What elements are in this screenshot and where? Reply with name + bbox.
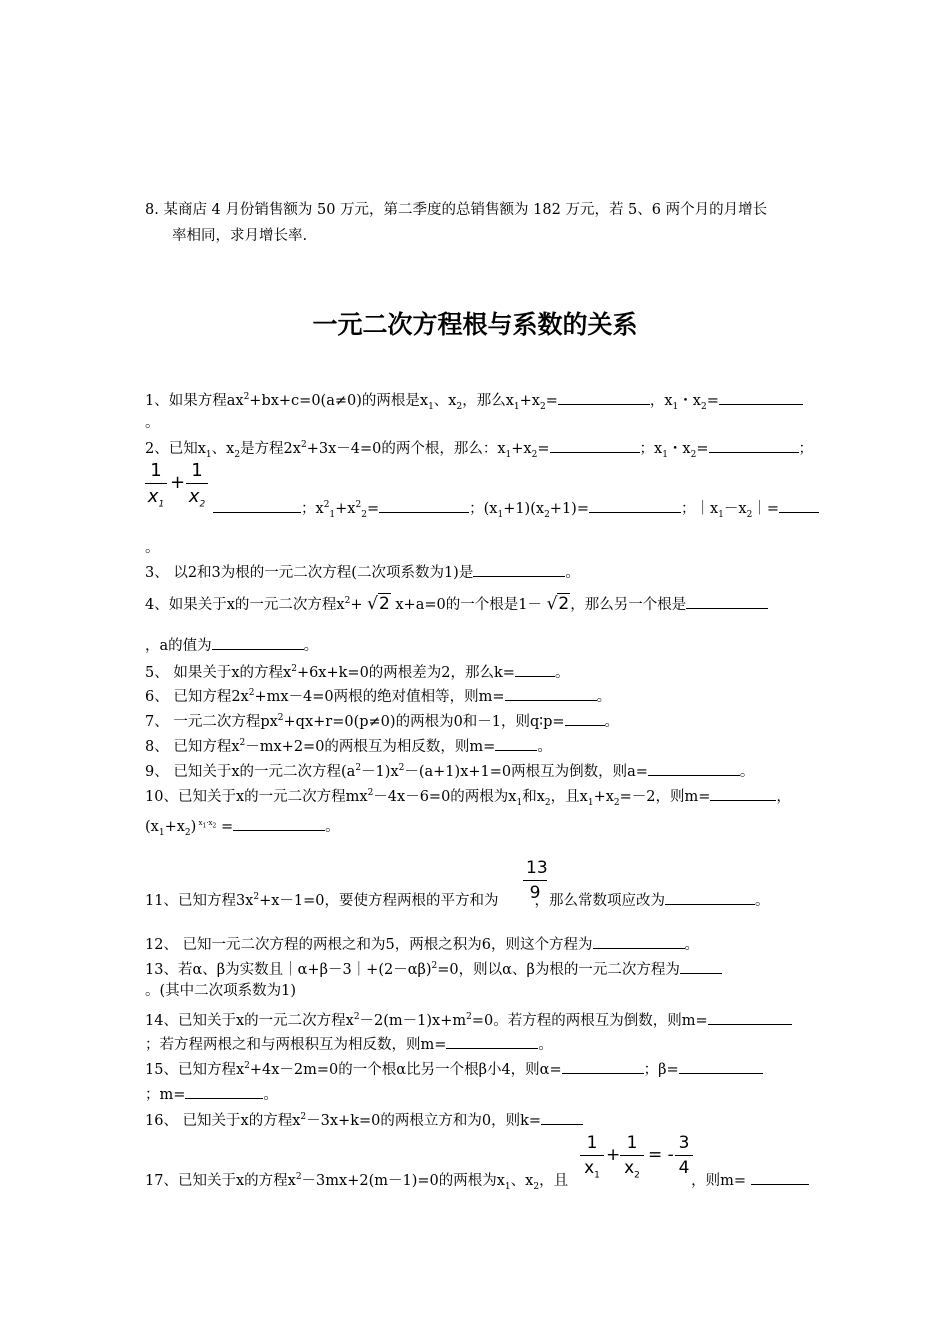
fraction: 1 $x_2$ xyxy=(620,1133,644,1178)
blank[interactable] xyxy=(505,686,597,701)
problem-3: 3、 以2和3为根的一元二次方程(二次项系数为1)是 。 xyxy=(145,562,580,582)
plus-sign: + xyxy=(170,472,186,493)
blank[interactable] xyxy=(751,1170,809,1185)
problem-13: 13、若α、β为实数且$|\alpha+\beta-3|+(2-\alpha\beta)^2=0$，则以α、β为根的一元二次方程为 xyxy=(145,959,722,979)
blank[interactable] xyxy=(379,498,469,513)
blank[interactable] xyxy=(565,711,605,726)
problem-10: 10、已知关于x的一元二次方程$mx^2-4x-6=0$的两根为$x_1$和$x_2$，且$x_1+x_2=-2$，则m= ， xyxy=(145,786,791,806)
blank[interactable] xyxy=(185,1084,263,1099)
problem-11: 11、已知方程$3x^2+x-1=0$，要使方程两根的平方和为 ，那么常数项应改为 。 xyxy=(145,890,770,910)
blank[interactable] xyxy=(558,390,650,405)
problem-7: 7、 一元二次方程$px^2+qx+r=0(p\ne 0)$的两根为0和－1，则q∶p= 。 xyxy=(145,711,619,731)
section-title: 一元二次方程根与系数的关系 xyxy=(312,310,638,339)
blank[interactable] xyxy=(541,1110,583,1125)
blank[interactable] xyxy=(446,1034,538,1049)
fraction: 1 $x_1$ xyxy=(580,1133,604,1178)
blank[interactable] xyxy=(589,498,681,513)
blank[interactable] xyxy=(680,959,722,974)
blank[interactable] xyxy=(709,438,799,453)
fraction: 1 $x_2$ xyxy=(186,460,208,507)
blank[interactable] xyxy=(665,890,755,905)
problem-13-line2: 。(其中二次项系数为1) xyxy=(145,983,297,999)
sqrt-symbol: √2 xyxy=(367,594,390,614)
blank[interactable] xyxy=(212,635,304,650)
problem-8-line1: 8. 某商店 4 月份销售额为 50 万元，第二季度的总销售额为 182 万元，若 5、6 两个月的月增长 xyxy=(145,202,768,218)
blank[interactable] xyxy=(473,562,565,577)
problem-17: 17、已知关于x的方程$x^2-3mx+2(m-1)=0$的两根为$x_1$、$x_2$，且 ，则m= xyxy=(145,1170,809,1190)
problem-1-line2: 。 xyxy=(145,415,160,431)
blank[interactable] xyxy=(708,1010,792,1025)
problem-5: 5、 如果关于x的方程$x^2+6x+k=0$的两根差为2，那么k= 。 xyxy=(145,662,569,682)
blank[interactable] xyxy=(648,761,740,776)
problem-15: 15、已知方程$x^2+4x-2m=0$的一个根α比另一个根β小4，则α= ；β= xyxy=(145,1059,763,1079)
problem-2-line2: ；$x^2_1+x^2_2=$ ；$(x_1+1)(x_2+1)=$ ；$|x_1-x_2|=$ xyxy=(213,498,819,518)
blank[interactable] xyxy=(562,1059,644,1074)
problem-4-line2: ，a的值为 。 xyxy=(145,635,318,655)
problem-14-line2: ；若方程两根之和与两根积互为相反数，则m= 。 xyxy=(145,1034,553,1054)
problem-16: 16、 已知关于x的方程$x^2-3x+k=0$的两根立方和为0，则k= xyxy=(145,1110,583,1130)
problem-12: 12、 已知一元二次方程的两根之和为5，两根之积为6，则这个方程为 。 xyxy=(145,934,699,954)
blank[interactable] xyxy=(593,934,685,949)
blank[interactable] xyxy=(495,736,537,751)
blank[interactable] xyxy=(779,498,819,513)
problem-8b: 8、 已知方程$x^2-mx+2=0$的两根互为相反数，则m= 。 xyxy=(145,736,552,756)
problem-14: 14、已知关于x的一元二次方程$x^2-2(m-1)x+m^2=0$。若方程的两根互为倒数，则m= xyxy=(145,1010,792,1030)
blank[interactable] xyxy=(710,786,776,801)
blank[interactable] xyxy=(679,1059,763,1074)
fraction-13-9: 13 9 xyxy=(523,858,547,903)
problem-1: 1、如果方程$ax^2+bx+c=0(a\ne 0)$的两根是$x_1$、$x_2$，那么$x_1+x_2=$ ，$x_1$・$x_2=$ xyxy=(145,390,803,410)
problem-15-line2: ；m= 。 xyxy=(145,1084,278,1104)
blank[interactable] xyxy=(686,594,768,609)
problem-2-line3: 。 xyxy=(145,540,160,556)
blank[interactable] xyxy=(213,498,301,513)
blank[interactable] xyxy=(515,662,555,677)
equals-minus-sign: = - xyxy=(648,1145,674,1165)
fraction: 1 $x_1$ xyxy=(145,460,167,507)
fraction-3-4: 3 4 xyxy=(675,1133,693,1178)
problem-6: 6、 已知方程$2x^2+mx-4=0$两根的绝对值相等，则m= 。 xyxy=(145,686,611,706)
blank[interactable] xyxy=(550,438,640,453)
plus-sign: + xyxy=(606,1145,621,1165)
problem-8-line2: 率相同，求月增长率. xyxy=(172,228,308,244)
problem-2: 2、已知$x_1$、$x_2$是方程$2x^2+3x-4=0$的两个根，那么：$x_1+x_2=$ ；$x_1$・$x_2=$ ； xyxy=(145,438,813,458)
problem-4: 4、如果关于x的一元二次方程$x^2+ √2$ x+a=0的一个根是1－ √2，那么另一个根是 xyxy=(145,594,768,614)
blank[interactable] xyxy=(719,390,803,405)
blank[interactable] xyxy=(233,816,325,831)
problem-9: 9、 已知关于x的一元二次方程$(a^2-1)x^2-(a+1)x+1=0$两根互为倒数，则a= 。 xyxy=(145,761,754,781)
problem-10-line2: $(x_1+x_2) ^{x_1\cdot x_2}$ = 。 xyxy=(145,816,340,836)
sqrt-symbol: √2 xyxy=(546,594,570,614)
